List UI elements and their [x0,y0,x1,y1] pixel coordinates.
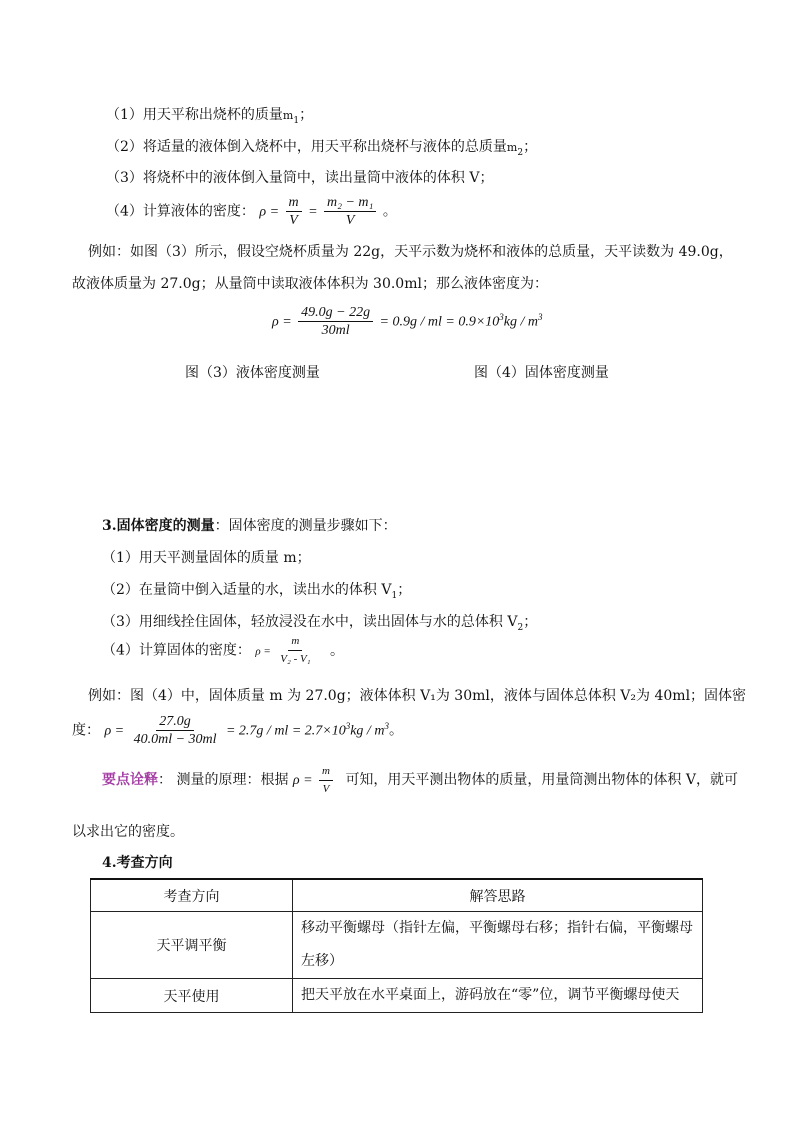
table-row [91,912,703,979]
keypoint-fraction: $\frac{m}{V}$ [319,763,333,798]
figure-4-caption: 图（4）固体密度测量 [474,365,609,381]
solid-step-2: （2）在量筒中倒入适量的水，读出水的体积 $V_1$； [102,582,412,601]
keypoint-line-1: 要点诠释： 测量的原理：根据 ρ = $\frac{m}{V}$ 可知，用天平测出物体的质量，用量筒测出物体的体积 V，就可 [102,760,738,801]
liquid-formula-fraction: $\frac{49.0g - 22g}{30ml}$ [298,304,373,339]
table-header-row [91,879,703,912]
solid-step4-fraction: $\frac{m}{\text{V₂ - V₁}}$ [280,635,311,665]
table-cell-answer: 把天平放在水平桌面上，游码放在“零”位，调节平衡螺母使天 [293,979,703,1013]
liquid-step-3: （3）将烧杯中的液体倒入量筒中，读出量筒中液体的体积 V； [106,170,494,186]
table-cell-direction: 天平使用 [91,979,293,1013]
solid-step-4: （4）计算固体的密度： ρ = $\frac{m}{\text{V₂ - V₁}}$ 。 [102,633,344,668]
liquid-density-formula: ρ = $\frac{49.0g - 22g}{30ml}$ = 0.9g / ml = $0.9\times 10^3kg / m^3$ [272,305,543,339]
examination-direction-table [90,878,703,1013]
rho-symbol: ρ = [259,204,280,220]
solid-step-1: （1）用天平测量固体的质量 m； [102,550,311,566]
solid-density-formula: 度： ρ = $\frac{27.0g}{40.0ml - 30ml}$ = 2.7g / ml = $2.7\times 10^3kg / m^3$。 [72,714,403,748]
column-header-answer: 解答思路 [293,879,703,912]
liquid-step-2: （2）将适量的液体倒入烧杯中，用天平称出烧杯与液体的总质量$m_2$； [106,139,538,158]
solid-example-line-1: 例如：图（4）中，固体质量 m 为 27.0g；液体体积 V₁为 30ml，液体与固体总体积 V₂为 40ml；固体密 [88,688,747,704]
liquid-example-line-2: 故液体质量为 27.0g；从量筒中读取液体体积为 30.0ml；那么液体密度为： [72,276,548,292]
column-header-direction: 考查方向 [91,879,293,912]
keypoint-line-2: 以求出它的密度。 [72,824,184,840]
keypoint-label: 要点诠释 [102,772,158,788]
liquid-step-4: （4）计算液体的密度： ρ = $\frac{m}{V}$ = $\frac{\text{m₂ − m₁}}{V}$ 。 [106,195,397,228]
fraction-m-over-v: $\frac{m}{V}$ [286,194,302,229]
section-4-heading: 4.考查方向 [102,855,173,871]
liquid-step-1: （1）用天平称出烧杯的质量$m_1$； [106,107,314,126]
table-row [91,979,703,1013]
liquid-example-line-1: 例如：如图（3）所示，假设空烧杯质量为 22g，天平示数为烧杯和液体的总质量，天平读数为 49.0g， [88,244,733,260]
table-cell-direction: 天平调平衡 [91,912,293,979]
solid-step-3: （3）用细线拴住固体，轻放浸没在水中，读出固体与水的总体积 $V_2$； [102,614,538,633]
fraction-mass-difference: $\frac{\text{m₂ − m₁}}{V}$ [324,194,376,229]
table-cell-answer: 移动平衡螺母（指针左偏，平衡螺母右移；指针右偏，平衡螺母左移） [293,912,703,979]
figure-3-caption: 图（3）液体密度测量 [185,365,320,381]
solid-formula-fraction: $\frac{27.0g}{40.0ml - 30ml}$ [133,714,217,748]
solid-density-heading: 3.固体密度的测量：固体密度的测量步骤如下： [102,518,397,534]
